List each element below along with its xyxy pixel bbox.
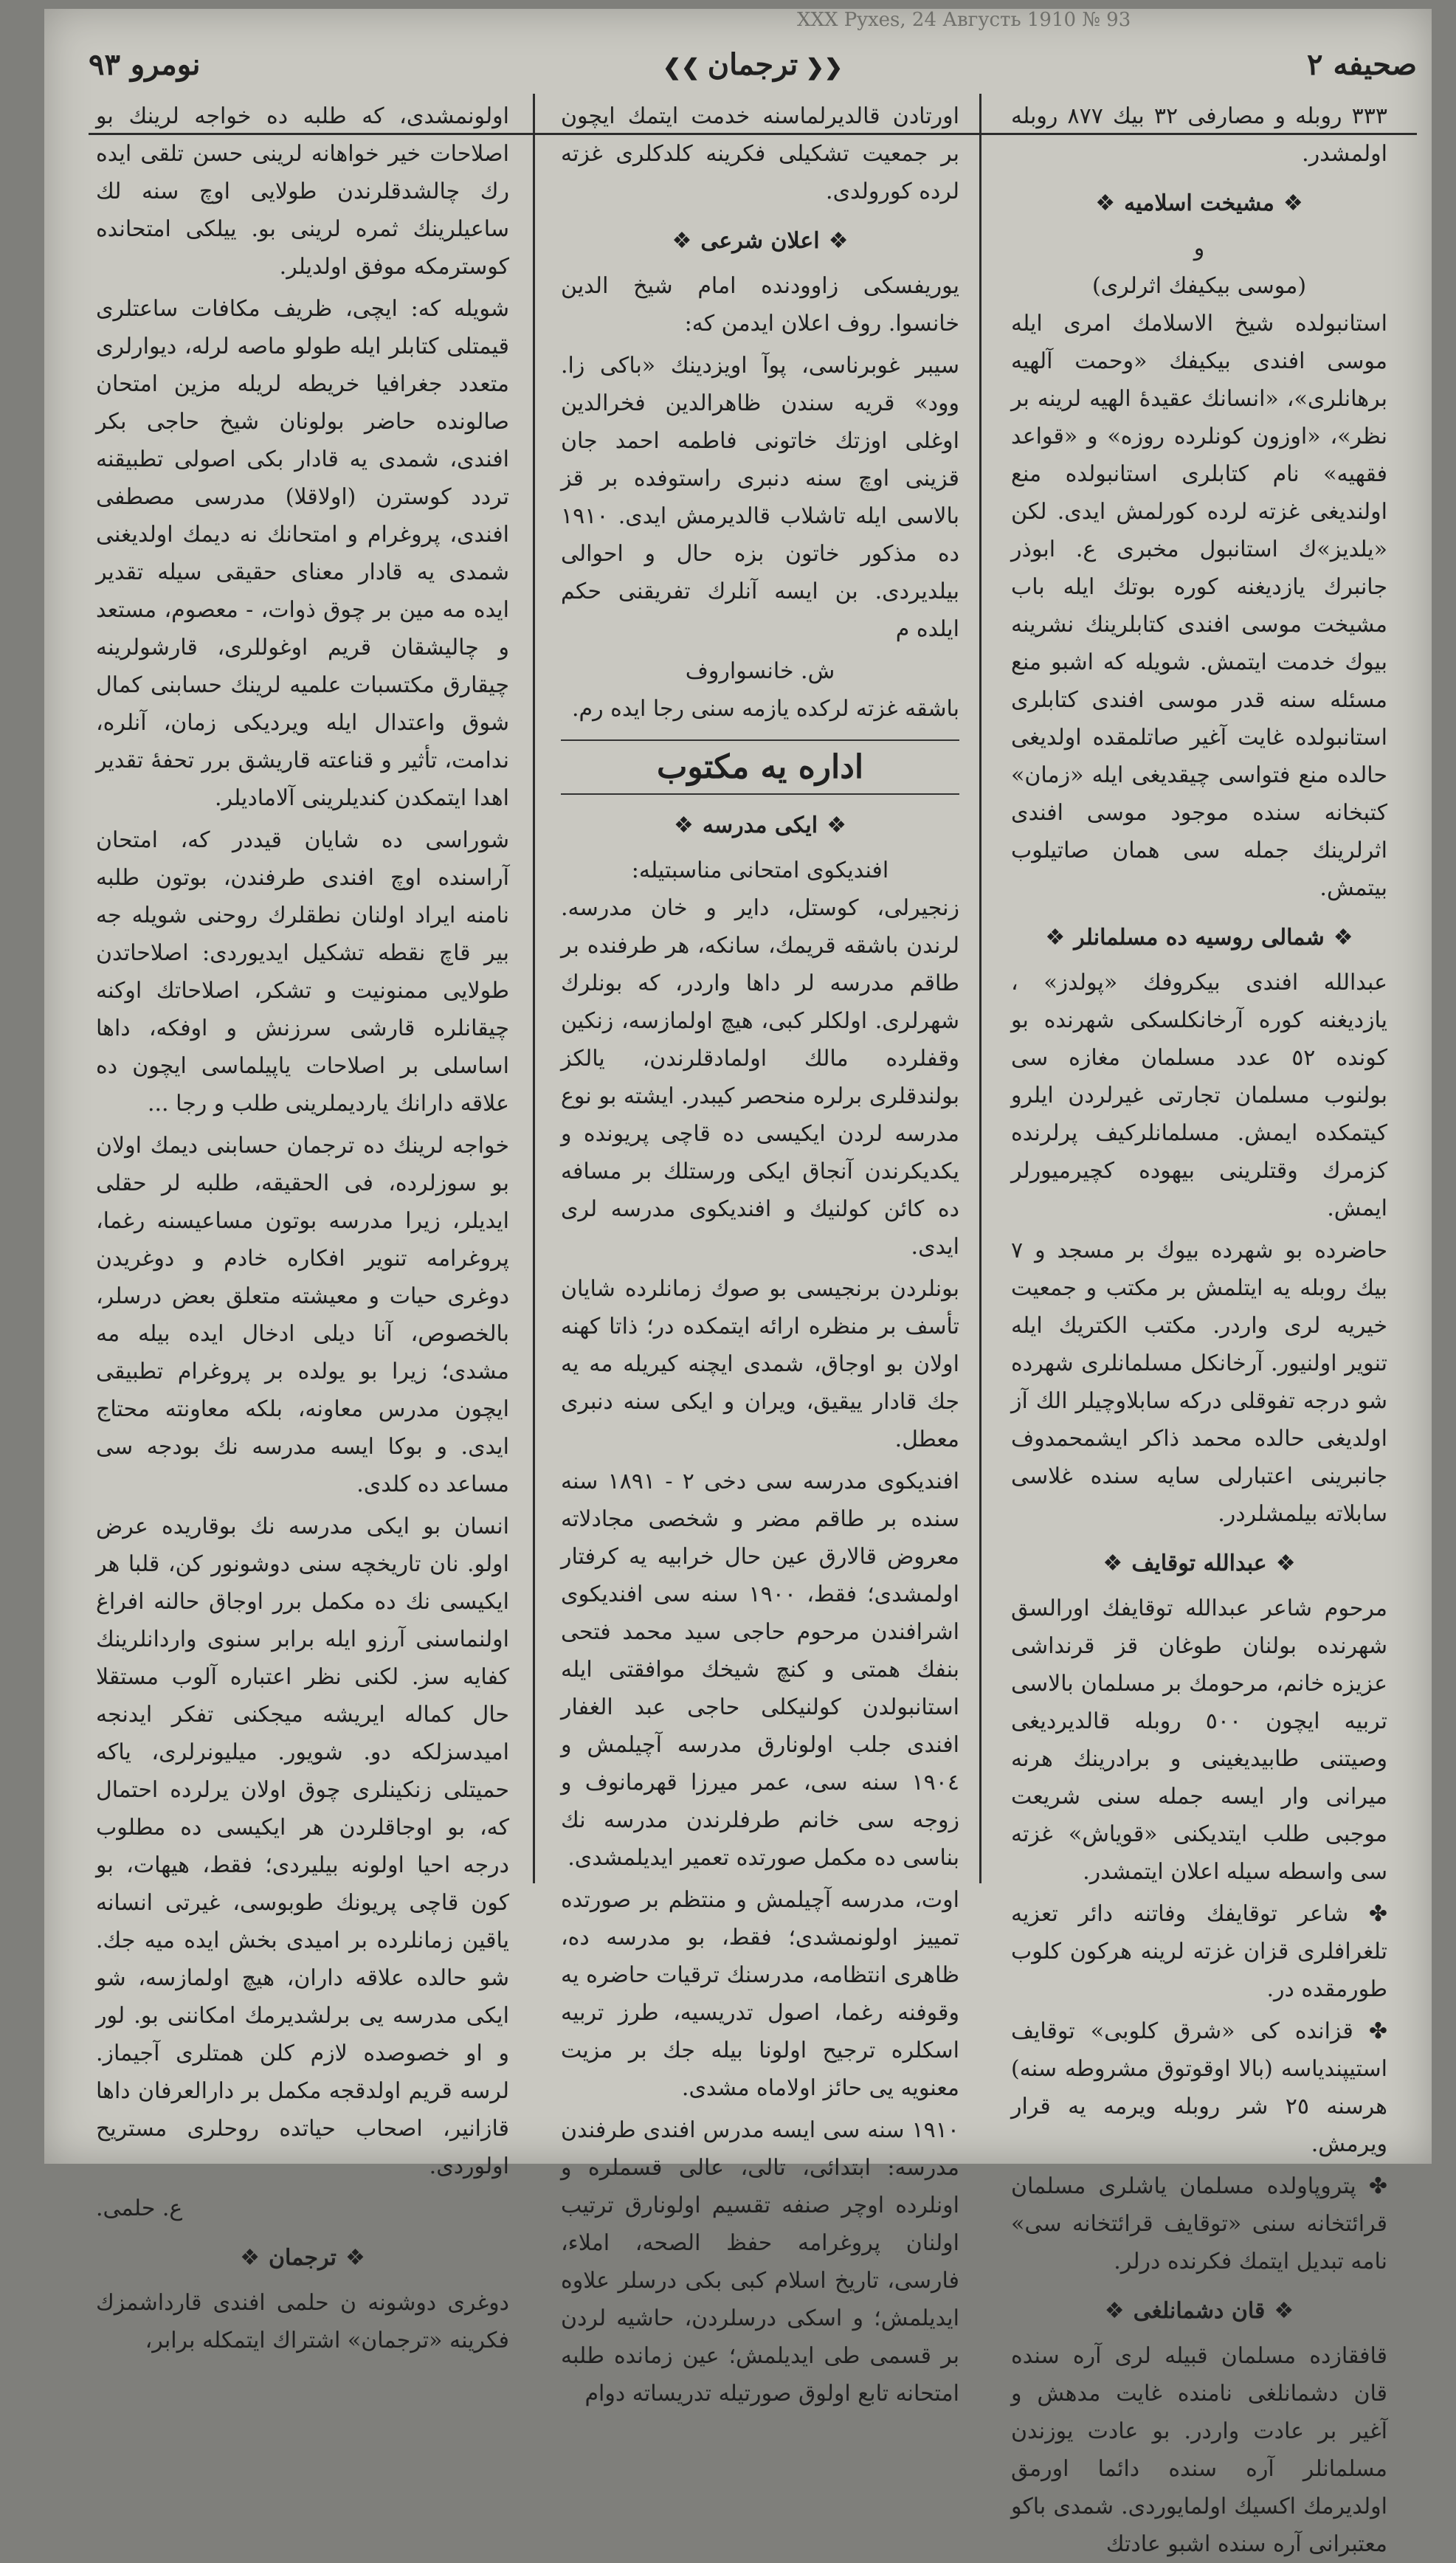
column-3: [96, 97, 509, 2353]
bullet-icon: ✤: [1353, 2018, 1387, 2044]
ornament-icon: ❖: [1333, 925, 1353, 951]
article-heading: ❖عبدالله توقایف❖: [1011, 1545, 1387, 1582]
ornament-icon: ❖: [1104, 2298, 1125, 2324]
paragraph: ✤ قزانده کی «شرق کلوبی» توقایف استیپندیاسه (بالا اوقوتوق مشروطه سنه) هرسنه ٢٥ شر روبله ویرمه یه قرار ویرمش.: [1011, 2018, 1387, 2157]
ornament-icon: ❖: [672, 228, 692, 254]
bullet-icon: ✤: [1356, 2173, 1387, 2199]
paragraph: اولونمشدی، که طلبه ده خواجه لرینك بو اصلاحات خیر خواهانه لرینی حسن تلقی ایده رك چالشدقلرندن طولایی اوچ سنه لك ساعیلرینك ثمره لرینی بو. ییلکی امتحانده کوسترمکه موفق اولدیلر.: [96, 103, 509, 280]
paragraph: زنجیرلی، کوستل، دایر و خان مدرسه. لرندن باشقه قریمك، سانکه، هر طرفنده بر طاقم مدرسه لر داها واردر، که بونلرك شهرلری. اولکلر کبی، هیچ اولمازسه، زنکین وقفلرده مالك اولمادقلرندن، یالکز بولندقلری برلره منحصر کیبدر. ایشته بو نوع مدرسه لردن ایکیسی ده قاچی پریونده و یکدیکرندن آنجاق ایکی ورستلك بر مسافه ده کائن کولنیك و افندیکوی مدرسه لری ایدی.: [561, 895, 959, 1260]
ornament-icon: ❮❮: [798, 55, 843, 80]
ornament-icon: ❖: [827, 813, 847, 838]
heading-conjunction: و: [1193, 235, 1205, 261]
paragraph: اورتادن قالدیرلماسنه خدمت ایتمك ایچون بر جمعیت تشکیلی فکرینه کلدکلری غزته لرده کورولدی.: [561, 103, 959, 204]
newspaper-title: ❮❮ ترجمان ❯❯: [662, 47, 843, 82]
paragraph: باشقه غزته لرکده یازمه سنی رجا ایده رم.: [572, 696, 959, 722]
paragraph: ١٩١٠ سنه سی ایسه مدرس افندی طرفندن مدرسه: ابتدائی، تالی، عالی قسملره و اونلرده اوچر صنفه تقسیم اولونارق ترتیب اولنان پروغرامه حفظ الصحه، املاء، فارسی، تاریخ اسلام کبی بکی درسلر علاوه ایدیلمش؛ و اسکی درسلردن، حاشیه لردن بر قسمی طی ایدیلمش؛ عین زمانده طلبه امتحانه تابع اولوق صورتیله تدریساته دوام: [561, 2117, 959, 2407]
paragraph: بونلردن برنجیسی بو صوك زمانلرده شایان تأسف بر منظره ارائه ایتمکده در؛ ذاتا کهنه اولان بو اوجاق، شمدی ایچنه کیریله مه یه جك قادار ییقیق، ویران و ایکی سنه دنبری معطل.: [561, 1276, 959, 1452]
paragraph: شویله که: ایچی، ظریف مکافات ساعتلری قیمتلی کتابلر ایله طولو ماصه لرله، دیوارلری متعدد جغرافیا خریطه لریله مزین امتحان صالونده حاضر بولونان شیخ حاجی بکر افندی، شمدی یه قادار بکی اصولی تطبیقنه تردد کوسترن (اولاقلا) مدرسی مصطفی افندی، پروغرام و امتحانك نه دیمك اولدیغنی شمدی یه قادار معنای حقیقی سیله تقدیر ایده مه مین بر چوق ذوات، - معصوم، مستعد و چالیشقان قریم اوغوللری، قارشولرینه چیقارق مکتسبات علمیه لرینك حسابنی کمال شوق واعتدال ایله ویردیکی زمان، آنلره، ندامت، تأثیر و قناعته قاریشق برر تحفۀ تقدیر اهدا ایتمکدن کندیلرینی آلامادیلر.: [96, 296, 509, 811]
paragraph: ٣٣٣ روبله و مصارفی ٣٢ بیك ٨٧٧ روبله اولمشدر.: [1011, 103, 1387, 167]
paragraph: سیبر غوبرناسی، پوآ اویزدینك «باکی زا. وود» قریه سندن ظاهرالدین فخرالدین اوغلی اوزتك خاتونی فاطمه احمد جان قزینی اوچ سنه دنبری راستوفده بر قز بالاسی ایله تاشلاب قالدیرمش ایدی. ١٩١٠ ده مذکور خاتون بزه حال و احوالی بیلدیردی. بن ایسه آنلرك تفریقنی حکم ایلده م: [561, 353, 959, 642]
column-1: [1011, 97, 1388, 2557]
ornament-icon: ❖: [240, 2245, 261, 2271]
ornament-icon: ❖: [1103, 1550, 1123, 1576]
signature: ع. حلمی.: [96, 2195, 183, 2221]
ornament-icon: ❖: [1283, 190, 1303, 216]
column-rule: [979, 94, 981, 1883]
article-heading: ❖قان دشمانلغی❖: [1011, 2292, 1387, 2330]
faint-print-header: XXX Pyxes, 24 Августь 1910 № 93: [797, 9, 1131, 31]
signature: ش. خانسواروف: [685, 658, 835, 684]
page-label: صحیفه ۲: [1307, 47, 1417, 82]
section-heading: اداره یه مکتوب: [561, 739, 959, 795]
ornament-icon: ❖: [673, 813, 694, 838]
paragraph: ✤ پتروپاولده مسلمان یاشلری مسلمان قرائتخانه سنی «توقایف قرائتخانه سی» نامه تبدیل ایتمك فکرنده درلر.: [1011, 2173, 1387, 2274]
paragraph: استانبولده شیخ الاسلامك امری ایله موسی افندی بیکیفك «وحمت آلهیه برهانلری»، «انسانك عقیدۀ الهیه لرینه بر نظر»، «اوزون کونلرده روزه» و «قواعد فقهیه» نام کتابلری استانبولده منع اولندیغی غزته لرده کورلمش ایدی. لکن «یلدیز»ك استانبول مخبری ع. ابوذر جانبرك یازدیغنه کوره بوتك ایله باب مشیخت موسی افندی کتابلرینك نشرینه بیوك خدمت ایتمش. شویله که اشبو منع مسئله سنه قدر موسی افندی کتابلری استانبولده غایت آغیر صاتلمقده اولدیغی حالده منع فتواسی چیقدیغی ایله «زمان» کتبخانه سنده موجود موسی افندی اثرلرینك جمله سی همان صاتیلوب بیتمش.: [1011, 311, 1387, 901]
ornament-icon: ❯❯: [662, 55, 708, 80]
paragraph: ✤ شاعر توقایفك وفاتنه دائر تعزیه تلغرافلری قزان غزته لرینه هرکون کلوب طورمقده در.: [1011, 1901, 1387, 2002]
newspaper-page: [44, 9, 1432, 2557]
ornament-icon: ❖: [1275, 1550, 1296, 1576]
paragraph: حاضرده بو شهرده بیوك بر مسجد و ٧ بیك روبله یه ایتلمش بر مکتب و جمعیت خیریه لری واردر. مکتب الکتریك ایله تنویر اولنیور. آرخانکل مسلمانلری شهرده شو درجه تفوقلی درکه سابلاوچیلر الك آز اولدیغی حالده محمد ذاکر ایشمحمدوف جانبرینی اعتبارلی سایه سنده غلاسی سابلاته بیلمشلردر.: [1011, 1238, 1387, 1527]
article-heading: ❖ترجمان❖: [96, 2239, 509, 2277]
article-heading: ❖مشیخت اسلامیه❖: [1011, 184, 1387, 222]
column-rule: [533, 94, 535, 1883]
ornament-icon: ❖: [828, 228, 849, 254]
bullet-icon: ✤: [1348, 1901, 1387, 1927]
article-subheading: (موسی بیکیفك اثرلری): [1091, 273, 1307, 299]
ornament-icon: ❖: [1095, 190, 1116, 216]
ornament-icon: ❖: [1274, 2298, 1294, 2324]
paragraph: اوت، مدرسه آچیلمش و منتظم بر صورتده تمییز اولونمشدی؛ فقط، بو مدرسه ده، ظاهری انتظامه، مدرسنك ترقیات حاضره یه وقوفنه رغما، اصول تدریسیه، طرز تربیه اسکلره ترجیح اولونا بیله جك بر مزیت معنویه یی حائز اولاماه مشدی.: [561, 1887, 959, 2101]
paragraph: شوراسی ده شایان قیددر که، امتحان آراسنده اوچ افندی طرفندن، بوتون طلبه نامنه ایراد اولنان نطقلرك روحنی شویله جه بیر قاچ نقطه تشکیل ایدیوردی: اصلاحاتدن طولایی ممنونیت و تشکر، اصلاحاتك اوکنه چیقانلره قارشی سرزنش و اوفکه، داها اساسلی بر اصلاحات یاپیلماسی ایچون ده علاقه دارانك یاردیملرینی طلب و رجا ...: [96, 827, 509, 1117]
paragraph: قافقازده مسلمان قبیله لری آره سنده قان دشمانلغی نامنده غایت مدهش و آغیر بر عادت واردر. بو عادت یوزندن مسلمانلر آره سنده دائما اورمق اولدیرمك اکسیك اولمایوردی. شمدی باکو معتبرانی آره سنده اشبو عادتك: [1011, 2343, 1387, 2557]
paragraph: یوریفسکی زاوودنده امام شیخ الدین خانسوا. روف اعلان ایدمن که:: [561, 273, 959, 337]
issue-number: نومرو ۹۳: [89, 47, 201, 82]
ornament-icon: ❖: [1045, 925, 1066, 951]
column-2: [561, 97, 960, 2407]
paragraph: مرحوم شاعر عبدالله توقایفك اورالسق شهرنده بولنان طوغان قز قرنداشی عزیزه خانم، مرحومك بر مسلمان بالاسی تربیه ایچون ٥٠٠ روبله قالدیردیغی وصیتنی طابیدیغینی و برادرینك هرنه میرانی وار ایسه جمله سنی شریعت موجبی طلب ایتدیکنی «قویاش» غزته سی واسطه سیله اعلان ایتمشدر.: [1011, 1596, 1388, 1885]
paragraph: خواجه لرینك ده ترجمان حسابنی دیمك اولان بو سوزلرده، فی الحقیقه، طلبه لر حقلی ایدیلر، زیرا مدرسه بوتون مساعیسنه رغما، پروغرامه تنویر افکاره خادم و دوغریدن دوغری حیات و معیشته متعلق بعض درسلر، بالخصوص، آنا دیلی ادخال ایده بیله مه مشدی؛ زیرا بو یولده بر پروغرام تطبیقی ایچون مدرس معاونه، بلکه معاونته محتاج ایدی. و بوکا ایسه مدرسه نك بودجه سی مساعد ده کلدی.: [96, 1133, 509, 1497]
paragraph: افندیکوی مدرسه سی دخی ٢ - ١٨٩١ سنه سنده بر طاقم مضر و شخصی مجادلاته معروض قالارق عین حال خرابیه یه کرفتار اولمشدی؛ فقط، ١٩٠٠ سنه سی افندیکوی اشرافندن مرحوم حاجی سید محمد فتحی بنفك همتی و کنچ شیخك موافقتی ایله استانبولدن کولنیکلی حاجی عبد الغفار افندی جلب اولونارق مدرسه آچیلمش و ١٩٠٤ سنه سی، عمر میرزا قهرمانوف و زوجه سی خانم طرفلرندن مدرسه نك بناسی ده مکمل صورتده تعمیر ایدیلمشدی.: [561, 1469, 960, 1871]
ornament-icon: ❖: [345, 2245, 365, 2271]
paragraph: انسان بو ایکی مدرسه نك بوقاریده عرض اولو. نان تاریخچه سنی دوشونور کن، قلبا هر ایکیسی نك ده مکمل برر اوجاق حالنه افراغ اولنماسنی آرزو ایله برابر سنوی واردانلرینك کفایه سز. لکنی نظر اعتباره آلوب مستقلا حال کماله ایریشه میجکنی تفکر ایدنجه امیدسزلکه دو. شویور. میلیونرلری، یاکه حمیتلی زنکینلری چوق اولان یرلرده احتمال که، بو اوجاقلردن هر ایکیسی ده مطلوب درجه احیا اولونه بیلیردی؛ فقط، هیهات، بو کون قاچی پریونك طوبوسی، غیرتی انسانه یاقین زمانلرده بر امیدی بخش ایده میه جك. شو حالده علاقه داران، هیچ اولمازسه، شو ایکی مدرسه یی برلشدیرمك امکاننی بو. لور و او خصوصده لازم کلن همتلری آجیماز. لرسه قریم اولدقجه مکمل بر دارالعرفان داها قازانیر، اصحاب حیاتده روحلری مستریح اولوردی.: [96, 1514, 509, 2179]
paragraph: عبدالله افندی بیکروفك «پولدز» ، یازدیغنه کوره آرخانکلسکی شهرنده بو کونده ٥٢ عدد مسلمان مغازه سی بولنوب مسلمان تجارتی غیرلردن ایلرو کیتمکده ایمش. مسلمانلرکیف پرلرنده کزمرك وقتلرینی بیهوده کچیرمیورلر ایمش.: [1011, 970, 1387, 1221]
article-heading: ❖ایکی مدرسه❖: [561, 807, 959, 844]
article-heading: ❖اعلان شرعی❖: [561, 222, 959, 260]
article-heading: ❖شمالی روسیه ده مسلمانلر❖: [1011, 919, 1387, 956]
paragraph: دوغری دوشونه ن حلمی افندی قارداشمزك فکرینه «ترجمان» اشتراك ایتمکله برابر،: [96, 2290, 509, 2353]
article-subheading: افندیکوی امتحانی مناسبتیله:: [631, 858, 889, 883]
